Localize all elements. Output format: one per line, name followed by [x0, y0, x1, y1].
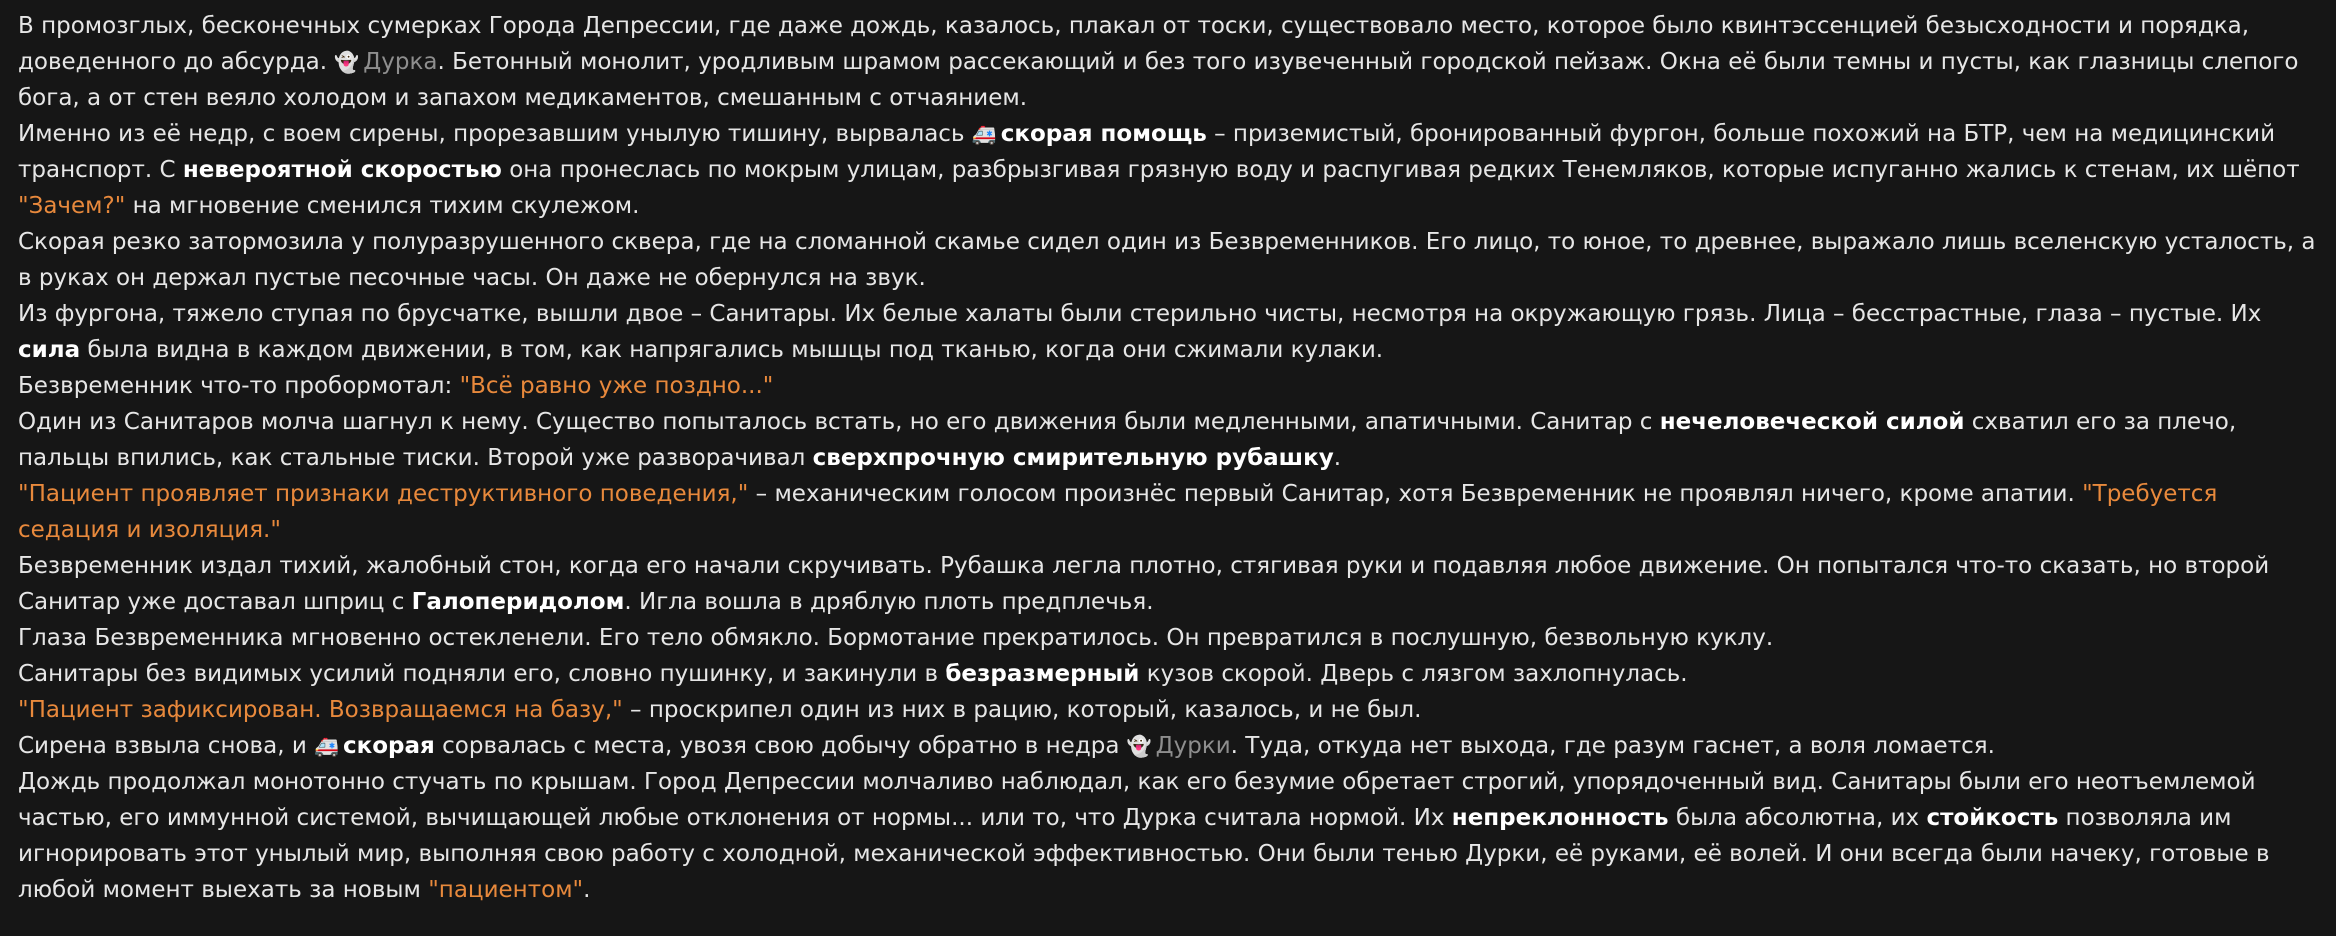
ambulance-icon: 🚑 — [971, 122, 997, 146]
quote-text: "Зачем?" — [18, 193, 126, 219]
bold-text: сила — [18, 337, 81, 363]
quote-text: "Пациент зафиксирован. Возвращаемся на базу," — [18, 697, 623, 723]
paragraph-7: "Пациент проявляет признаки деструктивного поведения," – механическим голосом произнёс первый Санитар, хотя Безвременник не проявлял ничего, кроме апатии. "Требуется седация и изоляция." — [18, 481, 2218, 543]
bold-text: скорая — [343, 733, 435, 759]
paragraph-2: Именно из её недр, с воем сирены, прорезавшим унылую тишину, вырвалась 🚑 скорая помощь – приземистый, бронированный фургон, больше похожий на БТР, чем на медицинский транспорт. С невероятной скоростью она пронеслась по мокрым улицам, разбрызгивая грязную воду и распугивая редких Тенемляков, которые испуганно жались к стенам, их шёпот "Зачем?" на мгновение сменился тихим скулежом. — [18, 116, 2318, 224]
quote-text: "Пациент проявляет признаки деструктивного поведения," — [18, 481, 749, 507]
paragraph-4: Из фургона, тяжело ступая по брусчатке, вышли двое – Санитары. Их белые халаты были стерильно чисты, несмотря на окружающую грязь. Лица – бесстрастные, глаза – пустые. Их сила была видна в каждом движении, в том, как напрягались мышцы под тканью, когда они сжимали кулаки. — [18, 301, 2262, 363]
bold-text: непреклонность — [1451, 805, 1669, 831]
ghost-icon: 👻 — [334, 50, 360, 74]
bold-text: Галоперидолом — [411, 589, 625, 615]
quote-text: "пациентом" — [428, 877, 584, 903]
bold-text: сверхпрочную смирительную рубашку — [812, 445, 1334, 471]
paragraph-12: Сирена взвыла снова, и 🚑 скорая сорвалась с места, увозя свою добычу обратно в недра 👻 Дурки. Туда, откуда нет выхода, где разум гаснет, а воля ломается. — [18, 728, 2318, 764]
paragraph-9: Глаза Безвременника мгновенно остекленели. Его тело обмякло. Бормотание прекратилось. Он превратился в послушную, безвольную куклу. — [18, 625, 1774, 651]
paragraph-3: Скорая резко затормозила у полуразрушенного сквера, где на сломанной скамье сидел один из Безвременников. Его лицо, то юное, то древнее, выражало лишь вселенскую усталость, а в руках он держал пустые песочные часы. Он даже не обернулся на звук. — [18, 229, 2316, 291]
bold-text: нечеловеческой силой — [1659, 409, 1965, 435]
durka-mention: Дурки — [1155, 733, 1231, 759]
bold-text: скорая помощь — [1000, 121, 1207, 147]
paragraph-8: Безвременник издал тихий, жалобный стон, когда его начали скручивать. Рубашка легла плотно, стягивая руки и подавляя любое движение. Он попытался что-то сказать, но второй Санитар уже доставал шприц с Галоперидолом. Игла вошла в дряблую плоть предплечья. — [18, 553, 2270, 615]
bold-text: невероятной скоростью — [182, 157, 502, 183]
paragraph-6: Один из Санитаров молча шагнул к нему. Существо попыталось встать, но его движения были медленными, апатичными. Санитар с нечеловеческой силой схватил его за плечо, пальцы впились, как стальные тиски. Второй уже разворачивал сверхпрочную смирительную рубашку. — [18, 409, 2237, 471]
quote-text: "Требуется седация и изоляция." — [18, 481, 2218, 543]
paragraph-5: Безвременник что-то пробормотал: "Всё равно уже поздно..." — [18, 373, 774, 399]
bold-text: безразмерный — [945, 661, 1140, 687]
paragraph-10: Санитары без видимых усилий подняли его, словно пушинку, и закинули в безразмерный кузов скорой. Дверь с лязгом захлопнулась. — [18, 661, 1688, 687]
bold-text: стойкость — [1926, 805, 2059, 831]
ghost-icon: 👻 — [1126, 734, 1152, 758]
paragraph-1: В промозглых, бесконечных сумерках Города Депрессии, где даже дождь, казалось, плакал от тоски, существовало место, которое было квинтэссенцией безысходности и порядка, доведенного до абсурда. 👻 Дурка. Бетонный монолит, уродливым шрамом рассекающий и без того изувеченный городской пейзаж. Окна её были темны и пусты, как глазницы слепого бога, а от стен веяло холодом и запахом медикаментов, смешанным с отчаянием. — [18, 13, 2299, 111]
paragraph-13: Дождь продолжал монотонно стучать по крышам. Город Депрессии молчаливо наблюдал, как его безумие обретает строгий, упорядоченный вид. Санитары были его неотъемлемой частью, его иммунной системой, вычищающей любые отклонения от нормы... или то, что Дурка считала нормой. Их непреклонность была абсолютна, их стойкость позволяла им игнорировать этот унылый мир, выполняя свою работу с холодной, механической эффективностью. Они были тенью Дурки, её руками, её волей. И они всегда были начеку, готовые в любой момент выехать за новым "пациентом". — [18, 769, 2270, 903]
quote-text: "Всё равно уже поздно..." — [459, 373, 774, 399]
durka-mention: Дурка — [363, 49, 438, 75]
paragraph-11: "Пациент зафиксирован. Возвращаемся на базу," – проскрипел один из них в рацию, который, казалось, и не был. — [18, 697, 1422, 723]
ambulance-icon: 🚑 — [314, 734, 339, 758]
